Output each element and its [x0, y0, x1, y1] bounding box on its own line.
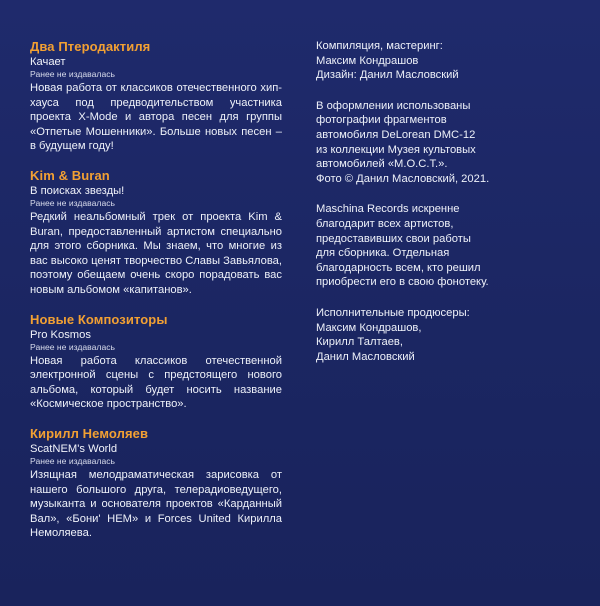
credit-line: предоставивших свои работы	[316, 232, 471, 245]
executive-producers	[316, 306, 578, 364]
credit-line: автомобиля DeLorean DMC-12	[316, 128, 476, 141]
photo-credits	[316, 99, 578, 187]
credit-line: Фото © Данил Масловский, 2021.	[316, 172, 490, 185]
credit-line: приобрести его в свою фонотеку.	[316, 276, 489, 289]
credit-line: Максим Кондрашов,	[316, 321, 422, 334]
track-title: В поисках звезды!	[30, 184, 125, 197]
release-note: Ранее не издавалась	[30, 455, 115, 466]
credit-line: благодарность всем, кто решил	[316, 261, 481, 274]
credit-line: Исполнительные продюсеры:	[316, 306, 470, 319]
release-note: Ранее не издавалась	[30, 69, 115, 79]
artist-name: Kim & Buran	[30, 167, 110, 183]
credit-line: Дизайн: Данил Масловский	[316, 69, 459, 82]
thanks-text	[316, 202, 578, 290]
track-entry	[30, 168, 282, 298]
credit-line: автомобилей «М.О.С.Т.».	[316, 158, 448, 171]
artist-name: Два Птеродактиля	[30, 39, 151, 54]
release-note: Ранее не издавалась	[30, 341, 115, 352]
credit-line: Данил Масловский	[316, 350, 415, 363]
credit-line: благодарит всех артистов,	[316, 217, 454, 230]
track-description: Изящная мелодраматическая зарисовка от нашего большого друга, телерадиоведущего, музыканта и основателя проектов «Карданный Вал», «Бони' НЕМ» и Forces United Кирилла Немоляева.	[30, 468, 282, 540]
track-description: Новая работа от классиков отечественного хип-хауса под предводительством участника проекта X-Mode и автора песен для группы «Отпетые Мошенники». Больше новых песен – в будущем году!	[30, 82, 282, 153]
track-description: Новая работа классиков отечественной электронной сцены с предстоящего нового альбома, который будет носить название «Космическое пространство».	[30, 354, 282, 411]
track-entry	[30, 426, 282, 541]
credits-column	[316, 39, 578, 380]
track-title: Pro Kosmos	[30, 328, 91, 341]
credit-line: Maschina Records искренне	[316, 203, 460, 216]
track-title: Качает	[30, 56, 66, 68]
artist-name: Новые Композиторы	[30, 311, 168, 327]
track-notes-column	[30, 39, 282, 555]
artist-name: Кирилл Немоляев	[30, 425, 149, 441]
track-entry	[30, 39, 282, 154]
credit-line: В оформлении использованы	[316, 99, 471, 112]
credit-line: для сборника. Отдельная	[316, 247, 450, 260]
release-note: Ранее не издавалась	[30, 197, 115, 208]
credit-line: Кирилл Талтаев,	[316, 336, 403, 349]
credit-line: Компиляция, мастеринг:	[316, 40, 443, 52]
credit-line: из коллекции Музея культовых	[316, 143, 476, 156]
track-entry	[30, 312, 282, 412]
production-credits	[316, 39, 578, 83]
track-title: ScatNEM's World	[30, 442, 118, 455]
credit-line: Максим Кондрашов	[316, 54, 419, 67]
track-description: Редкий неальбомный трек от проекта Kim & Buran, предоставленный артистом специально для этого сборника. Мы знаем, что многие из вас высоко ценят творчество Славы Завьялова, поэтому обещаем очень скоро порадовать вас новым альбомом «капитанов».	[30, 210, 282, 296]
credit-line: фотографии фрагментов	[316, 114, 447, 127]
